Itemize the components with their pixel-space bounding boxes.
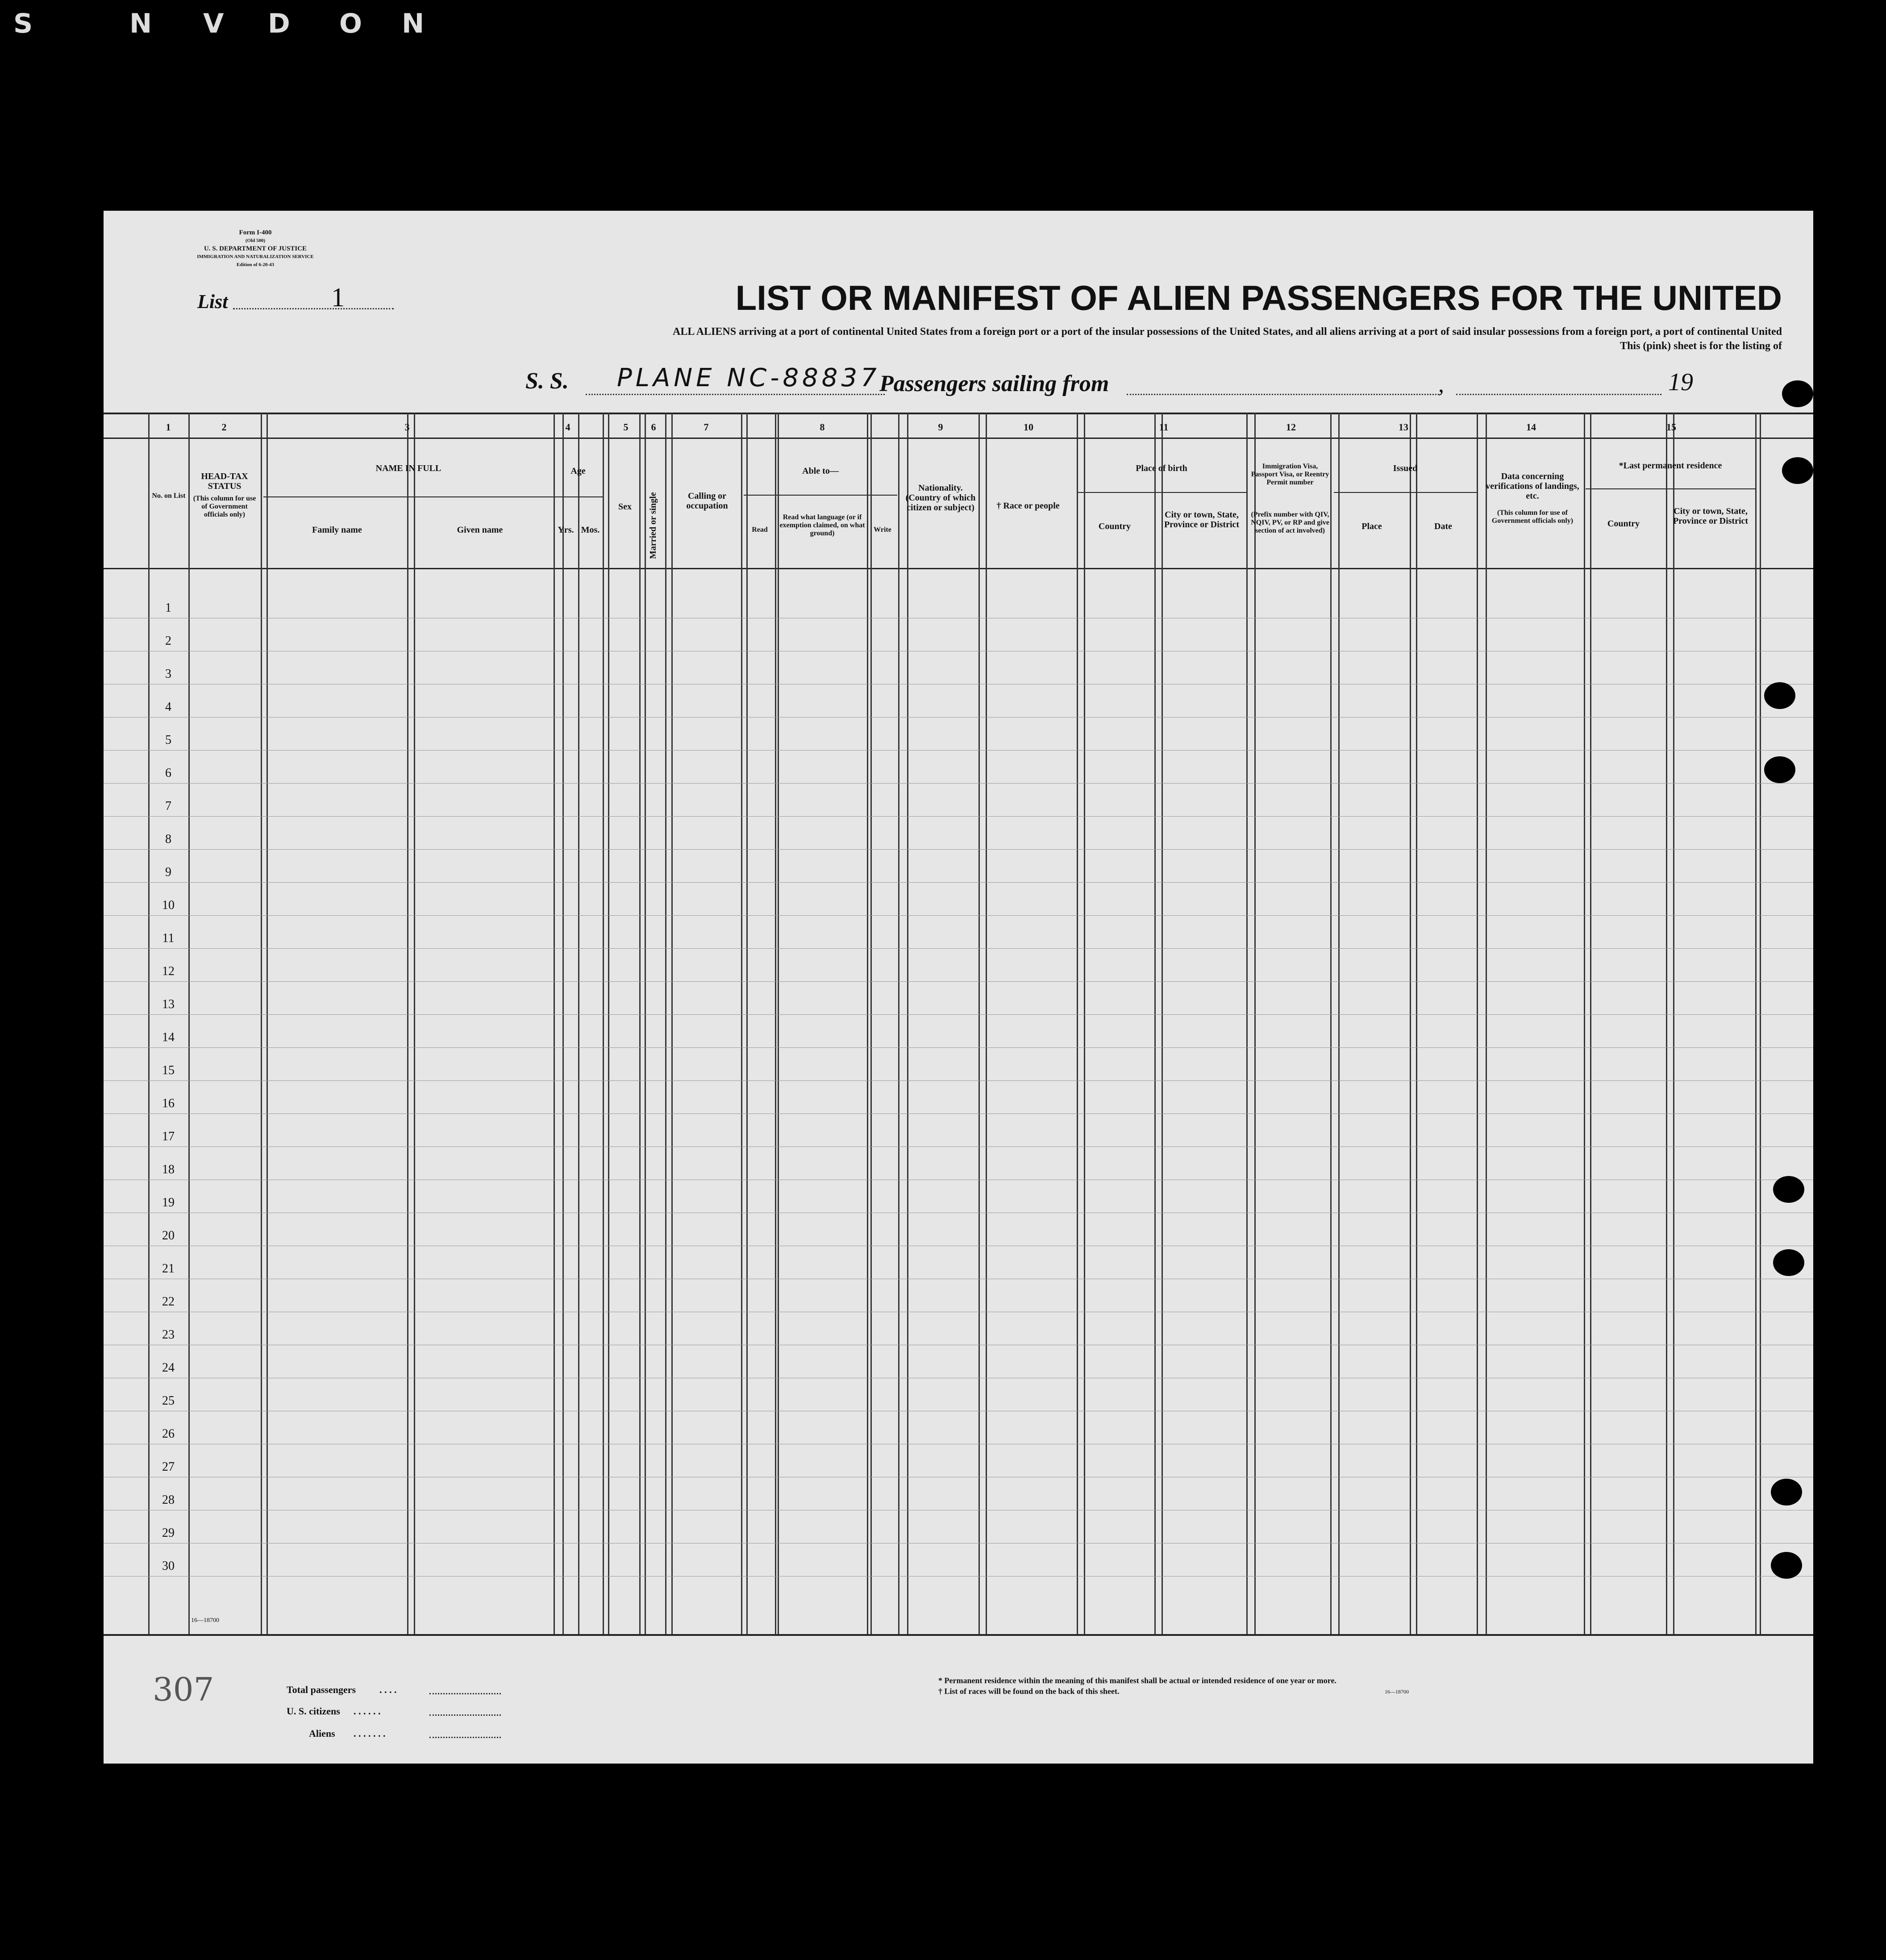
visa-header: Immigration Visa, Passport Visa, or Reentry Permit number [1251, 463, 1329, 486]
column-number: 15 [1666, 421, 1676, 433]
row-line [104, 816, 1813, 817]
column-line [188, 413, 190, 1634]
column-line [1760, 413, 1761, 1634]
column-line [1477, 413, 1478, 1634]
footnote-residence: * Permanent residence within the meaning of this manifest shall be actual or intended residence of one year or more. [938, 1676, 1336, 1685]
leader-dots: . . . . [379, 1684, 397, 1695]
column-line [1154, 413, 1156, 1634]
film-mark: N [129, 8, 152, 39]
column-line [870, 413, 872, 1634]
row-number: 26 [162, 1427, 175, 1441]
row-number: 13 [162, 997, 175, 1011]
column-line [1590, 413, 1591, 1634]
column-line [1254, 413, 1256, 1634]
column-line [741, 413, 742, 1634]
country-header: Country [1607, 519, 1640, 529]
place-of-birth-header: Place of birth [1136, 463, 1187, 473]
print-code: 16—18700 [191, 1617, 219, 1624]
manifest-page [104, 211, 1813, 1764]
column-line [775, 413, 776, 1634]
row-number: 30 [162, 1559, 175, 1573]
form-id-block [184, 229, 327, 269]
row-line [104, 1113, 1813, 1114]
given-name-header: Given name [457, 525, 503, 535]
column-line [645, 413, 646, 1634]
column-line [603, 413, 604, 1634]
subtitle-2: This (pink) sheet is for the listing of [1620, 340, 1782, 352]
column-number: 14 [1526, 421, 1536, 433]
row-number: 23 [162, 1328, 175, 1342]
row-number: 27 [162, 1460, 175, 1474]
column-line [639, 413, 641, 1634]
column-line [1673, 413, 1674, 1634]
age-header: Age [570, 466, 586, 476]
row-number: 17 [162, 1130, 175, 1143]
row-number: 8 [165, 832, 171, 846]
issued-header: Issued [1393, 463, 1418, 473]
punch-hole [1764, 756, 1795, 783]
form-old-number: (Old 500) [245, 238, 266, 243]
row-number: 9 [165, 865, 171, 879]
leader-dots: . . . . . . . [354, 1728, 386, 1739]
visa-note: (Prefix number with QIV, NQIV, PV, or RP and give section of act involved) [1251, 511, 1329, 534]
row-number: 18 [162, 1163, 175, 1176]
column-line [1330, 413, 1332, 1634]
issued-sub-divider [1334, 492, 1477, 493]
city-town-header: City or town, State, Province or District [1673, 506, 1749, 526]
row-number: 21 [162, 1262, 175, 1276]
nationality-header: Nationality. (Country of which citizen or subject) [905, 483, 976, 513]
landings-note: (This column for use of Government officials only) [1491, 509, 1574, 525]
column-line [407, 413, 408, 1634]
no-on-list-header: No. on List [152, 492, 186, 500]
column-line [1486, 413, 1487, 1634]
row-line [104, 948, 1813, 949]
punch-hole [1773, 1176, 1804, 1203]
column-line [746, 413, 748, 1634]
sailing-from-line [1127, 394, 1439, 395]
leader-dots: . . . . . . [354, 1706, 381, 1717]
column-line [1162, 413, 1163, 1634]
sailing-from-label: Passengers sailing from [879, 371, 1109, 396]
column-number: 3 [404, 421, 410, 433]
handwritten-number: 307 [153, 1671, 214, 1708]
date-line [1456, 394, 1661, 395]
able-to-header: Able to— [802, 466, 839, 476]
column-line [665, 413, 666, 1634]
row-line [104, 981, 1813, 982]
list-label: List [197, 291, 228, 313]
row-number: 10 [162, 898, 175, 912]
comma: , [1438, 372, 1444, 397]
table-top-border [104, 413, 1813, 414]
row-number: 5 [165, 733, 171, 747]
column-number: 6 [651, 421, 656, 433]
race-header: † Race or people [996, 501, 1060, 511]
date-header: Date [1434, 521, 1452, 531]
row-number: 16 [162, 1097, 175, 1110]
header-bottom-border [104, 568, 1813, 569]
residence-sub-divider [1586, 488, 1755, 489]
row-number: 22 [162, 1295, 175, 1309]
column-line [1084, 413, 1085, 1634]
column-line [1416, 413, 1417, 1634]
punch-hole [1773, 1249, 1804, 1276]
yrs-header: Yrs. [558, 525, 574, 535]
column-line [1410, 413, 1411, 1634]
column-line [1338, 413, 1340, 1634]
form-edition: Edition of 6-20-43 [236, 262, 275, 267]
page-title: LIST OR MANIFEST OF ALIEN PASSENGERS FOR THE UNITED [735, 278, 1782, 317]
row-number: 28 [162, 1493, 175, 1507]
column-number: 2 [221, 421, 227, 433]
column-line [978, 413, 980, 1634]
row-number: 24 [162, 1361, 175, 1375]
family-name-header: Family name [312, 525, 362, 535]
row-number: 6 [165, 766, 171, 780]
row-line [104, 915, 1813, 916]
calling-header: Calling or occupation [686, 491, 728, 511]
row-number: 2 [165, 634, 171, 648]
film-mark: N [402, 8, 425, 39]
mos-header: Mos. [581, 525, 600, 535]
column-line [898, 413, 899, 1634]
film-mark: O [339, 8, 362, 39]
row-line [104, 1047, 1813, 1048]
column-number: 10 [1024, 421, 1033, 433]
country-header: Country [1098, 521, 1131, 531]
column-number: 9 [938, 421, 943, 433]
form-number: Form I-400 [239, 229, 272, 236]
column-number: 11 [1159, 421, 1169, 433]
column-line [1584, 413, 1585, 1634]
column-number: 8 [820, 421, 825, 433]
name-in-full-header: NAME IN FULL [375, 463, 441, 473]
column-line [414, 413, 415, 1634]
column-line [578, 413, 579, 1634]
form-department: U. S. DEPARTMENT OF JUSTICE [204, 245, 307, 252]
ss-label: S. S. [525, 368, 569, 394]
column-number: 13 [1399, 421, 1408, 433]
row-number: 11 [162, 931, 175, 945]
column-line [562, 413, 564, 1634]
last-residence-header: *Last permanent residence [1619, 461, 1722, 471]
punch-hole [1782, 380, 1813, 407]
column-number: 12 [1286, 421, 1296, 433]
married-single-header: Married or single [648, 492, 658, 559]
column-number: 7 [704, 421, 709, 433]
print-code-footer: 16—18700 [1385, 1689, 1409, 1695]
form-service: IMMIGRATION AND NATURALIZATION SERVICE [197, 254, 314, 259]
column-line [1246, 413, 1248, 1634]
total-passengers-line [429, 1693, 501, 1694]
row-number: 20 [162, 1229, 175, 1243]
film-mark: S [13, 8, 33, 39]
city-town-header: City or town, State, Province or District [1164, 510, 1240, 530]
head-tax-header: HEAD-TAX STATUS [201, 471, 248, 491]
row-number: 14 [162, 1030, 175, 1044]
punch-hole [1764, 682, 1795, 709]
column-line [266, 413, 268, 1634]
row-number: 25 [162, 1394, 175, 1408]
column-line [1077, 413, 1078, 1634]
column-number: 4 [565, 421, 570, 433]
row-number: 3 [165, 667, 171, 681]
column-line [1666, 413, 1667, 1634]
column-line [671, 413, 673, 1634]
aliens-label: Aliens [309, 1728, 335, 1739]
read-header: Read [752, 526, 768, 534]
punch-hole [1771, 1479, 1802, 1505]
list-value: 1 [331, 283, 345, 312]
list-line [233, 308, 394, 309]
head-tax-note: (This column for use of Government officials only) [193, 495, 256, 518]
column-number: 5 [623, 421, 629, 433]
row-number: 15 [162, 1063, 175, 1077]
sex-header: Sex [618, 502, 632, 512]
column-line [148, 413, 150, 1634]
column-line [1755, 413, 1757, 1634]
us-citizens-line [429, 1714, 501, 1716]
column-line [261, 413, 262, 1634]
place-header: Place [1361, 521, 1382, 531]
year-label: 19 [1668, 368, 1693, 396]
column-line [554, 413, 555, 1634]
row-line [104, 783, 1813, 784]
column-number: 1 [166, 421, 171, 433]
column-line [608, 413, 609, 1634]
us-citizens-label: U. S. citizens [287, 1706, 340, 1717]
colnum-divider [104, 438, 1813, 439]
row-line [104, 1080, 1813, 1081]
landings-header: Data concerning verifications of landings, etc. [1486, 471, 1579, 501]
read-language-header: Read what language (or if exemption claimed, on what ground) [779, 513, 865, 537]
row-line [104, 849, 1813, 850]
row-line [104, 750, 1813, 751]
able-sub-divider [744, 495, 897, 496]
row-number: 4 [165, 700, 171, 714]
table-bottom-border [104, 1634, 1813, 1636]
row-line [104, 882, 1813, 883]
footnote-races: † List of races will be found on the back of this sheet. [938, 1687, 1120, 1696]
column-line [986, 413, 987, 1634]
aliens-line [429, 1737, 501, 1738]
row-number: 12 [162, 964, 175, 978]
row-number: 7 [165, 799, 171, 813]
column-line [778, 413, 779, 1634]
row-line [104, 1014, 1813, 1015]
film-mark: D [268, 8, 290, 39]
film-mark: V [203, 8, 224, 39]
punch-hole [1782, 457, 1813, 484]
row-number: 19 [162, 1196, 175, 1209]
subtitle-1: ALL ALIENS arriving at a port of continental United States from a foreign port or a port of the insular possessions of the United States, and all aliens arriving at a port of said insular possessions from a foreign port, a port of continental United [673, 326, 1782, 338]
row-number: 1 [165, 601, 171, 615]
punch-hole [1771, 1552, 1802, 1579]
column-line [867, 413, 868, 1634]
total-passengers-label: Total passengers [287, 1684, 356, 1695]
row-number: 29 [162, 1526, 175, 1540]
name-sub-divider [263, 496, 554, 497]
column-line [907, 413, 908, 1634]
write-header: Write [874, 526, 891, 534]
ss-line [586, 394, 885, 395]
ship-name: PLANE NC-88837 [617, 363, 880, 392]
